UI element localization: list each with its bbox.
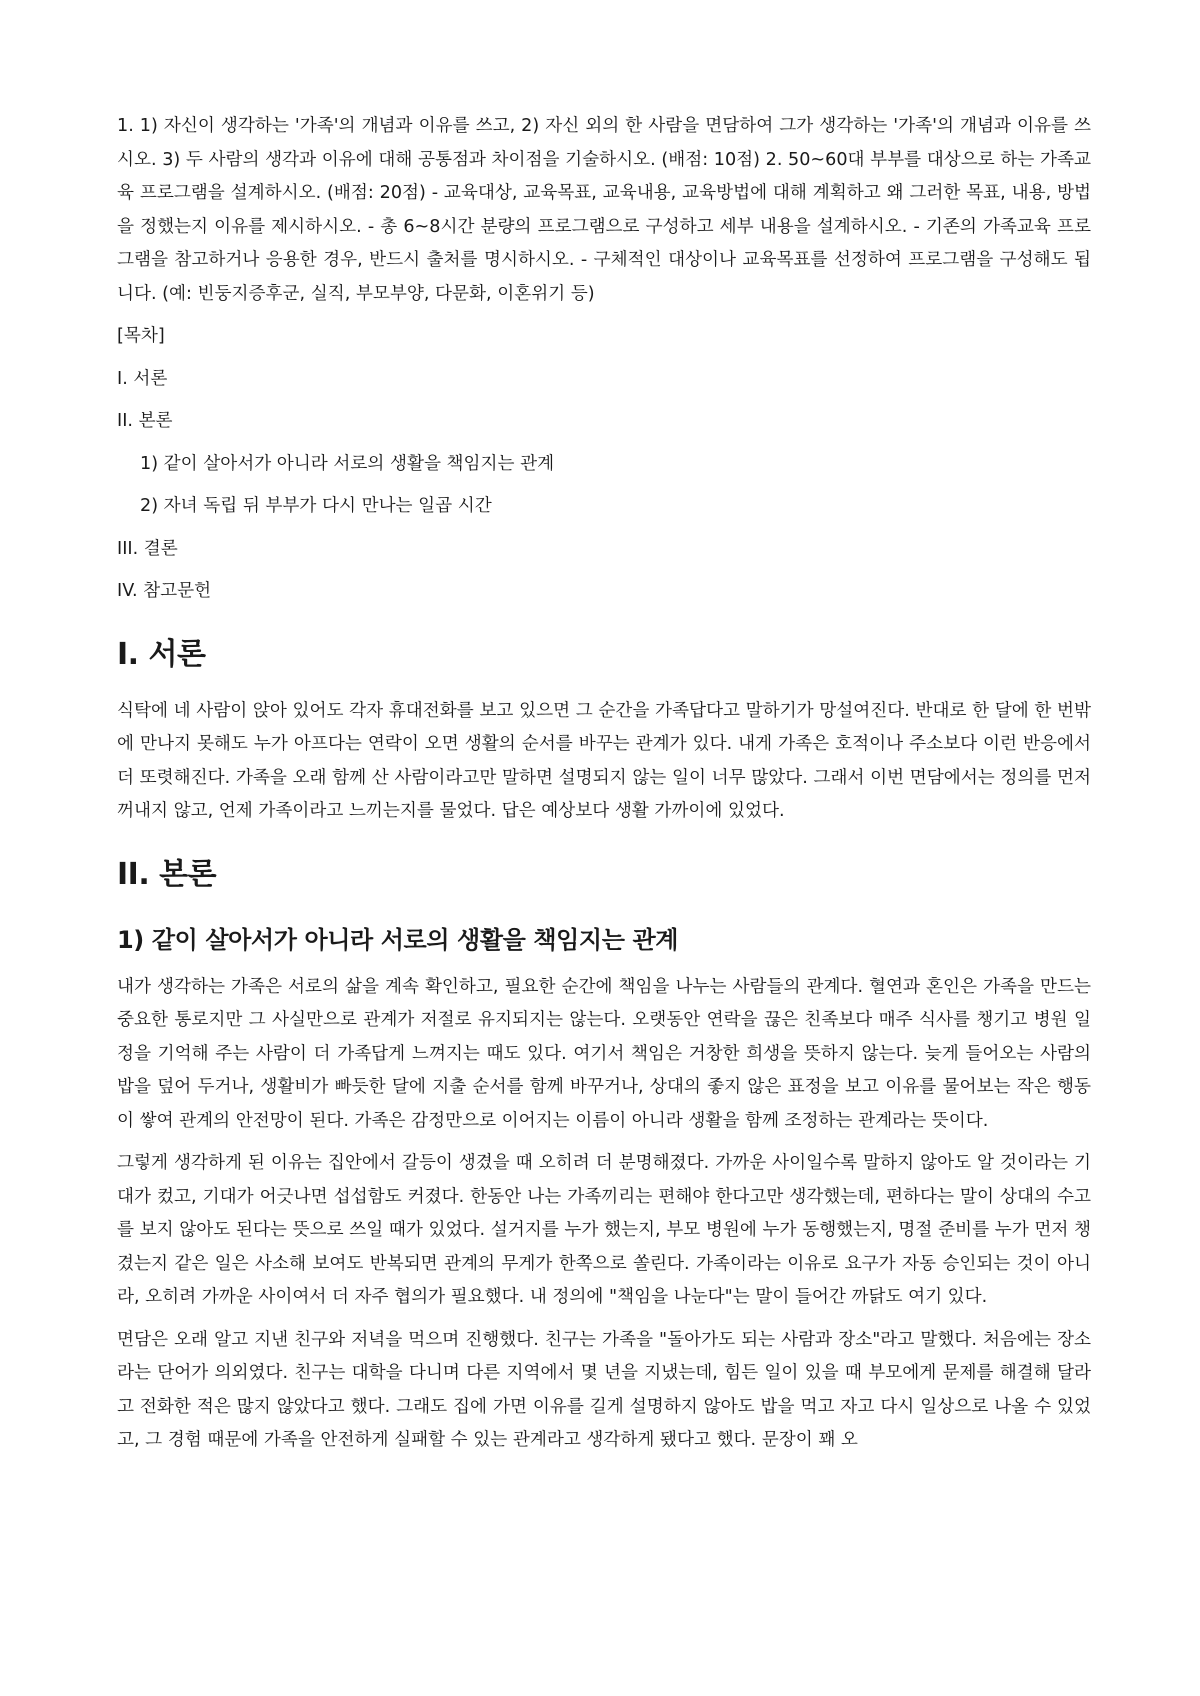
- toc-subitem: 2) 자녀 독립 뒤 부부가 다시 만나는 일곱 시간: [140, 496, 492, 516]
- assignment-prompt: 1. 1) 자신이 생각하는 '가족'의 개념과 이유를 쓰고, 2) 자신 외의 한 사람을 면담하여 그가 생각하는 '가족'의 개념과 이유를 쓰시오. 3) 두 사람의 생각과 이유에 대해 공통점과 차이점을 기술하시오. (배점: 10점) 2. 50~60대 부부를 대상으로 하는 가족교육 프로그램을 설계하시오. (배점: 20점) - 교육대상, 교육목표, 교육내용, 교육방법에 대해 계획하고 왜 그러한 목표, 내용, 방법을 정했는지 이유를 제시하시오. - 총 6~8시간 분량의 프로그램으로 구성하고 세부 내용을 설계하시오. - 기존의 가족교육 프로그램을 참고하거나 응용한 경우, 반드시 출처를 명시하시오. - 구체적인 대상이나 교육목표를 선정하여 프로그램을 구성해도 됩니다. (예: 빈둥지증후군, 실직, 부모부양, 다문화, 이혼위기 등): [117, 116, 1091, 304]
- toc-subitem: 1) 같이 살아서가 아니라 서로의 생활을 책임지는 관계: [140, 453, 555, 474]
- toc-heading: [목차]: [117, 326, 165, 346]
- toc-item: IV. 참고문헌: [117, 581, 212, 601]
- table-of-contents: [117, 320, 1091, 609]
- section-heading-intro: I. 서론: [117, 636, 206, 672]
- section-heading-body: II. 본론: [117, 856, 217, 892]
- body-paragraph: 그렇게 생각하게 된 이유는 집안에서 갈등이 생겼을 때 오히려 더 분명해졌다. 가까운 사이일수록 말하지 않아도 알 것이라는 기대가 컸고, 기대가 어긋나면 섭섭함도 커졌다. 한동안 나는 가족끼리는 편해야 한다고만 생각했는데, 편하다는 말이 상대의 수고를 보지 않아도 된다는 뜻으로 쓰일 때가 있었다. 설거지를 누가 했는지, 부모 병원에 누가 동행했는지, 명절 준비를 누가 먼저 챙겼는지 같은 일은 사소해 보여도 반복되면 관계의 무게가 한쪽으로 쏠린다. 가족이라는 이유로 요구가 자동 승인되는 것이 아니라, 오히려 가까운 사이여서 더 자주 협의가 필요했다. 내 정의에 "책임을 나눈다"는 말이 들어간 까닭도 여기 있다.: [117, 1153, 1091, 1307]
- subsection-heading: 1) 같이 살아서가 아니라 서로의 생활을 책임지는 관계: [117, 925, 679, 954]
- toc-item: III. 결론: [117, 538, 178, 559]
- body-paragraph: 내가 생각하는 가족은 서로의 삶을 계속 확인하고, 필요한 순간에 책임을 나누는 사람들의 관계다. 혈연과 혼인은 가족을 만드는 중요한 통로지만 그 사실만으로 관계가 저절로 유지되지는 않는다. 오랫동안 연락을 끊은 친족보다 매주 식사를 챙기고 병원 일정을 기억해 주는 사람이 더 가족답게 느껴지는 때도 있다. 여기서 책임은 거창한 희생을 뜻하지 않는다. 늦게 들어오는 사람의 밥을 덮어 두거나, 생활비가 빠듯한 달에 지출 순서를 함께 바꾸거나, 상대의 좋지 않은 표정을 보고 이유를 물어보는 작은 행동이 쌓여 관계의 안전망이 된다. 가족은 감정만으로 이어지는 이름이 아니라 생활을 함께 조정하는 관계라는 뜻이다.: [117, 976, 1091, 1131]
- toc-item: I. 서론: [117, 368, 168, 389]
- body-paragraph: 면담은 오래 알고 지낸 친구와 저녁을 먹으며 진행했다. 친구는 가족을 "돌아가도 되는 사람과 장소"라고 말했다. 처음에는 장소라는 단어가 의외였다. 친구는 대학을 다니며 다른 지역에서 몇 년을 지냈는데, 힘든 일이 있을 때 부모에게 문제를 해결해 달라고 전화한 적은 많지 않았다고 했다. 그래도 집에 가면 이유를 길게 설명하지 않아도 밥을 먹고 자고 다시 일상으로 나올 수 있었고, 그 경험 때문에 가족을 안전하게 실패할 수 있는 관계라고 생각하게 됐다고 했다. 문장이 꽤 오: [117, 1329, 1091, 1450]
- intro-paragraph: 식탁에 네 사람이 앉아 있어도 각자 휴대전화를 보고 있으면 그 순간을 가족답다고 말하기가 망설여진다. 반대로 한 달에 한 번밖에 만나지 못해도 누가 아프다는 연락이 오면 생활의 순서를 바꾸는 관계가 있다. 내게 가족은 호적이나 주소보다 이런 반응에서 더 또렷해진다. 가족을 오래 함께 산 사람이라고만 말하면 설명되지 않는 일이 너무 많았다. 그래서 이번 면담에서는 정의를 먼저 꺼내지 않고, 언제 가족이라고 느끼는지를 물었다. 답은 예상보다 생활 가까이에 있었다.: [117, 700, 1091, 821]
- document-page: [117, 110, 1091, 1467]
- toc-item: II. 본론: [117, 411, 173, 431]
